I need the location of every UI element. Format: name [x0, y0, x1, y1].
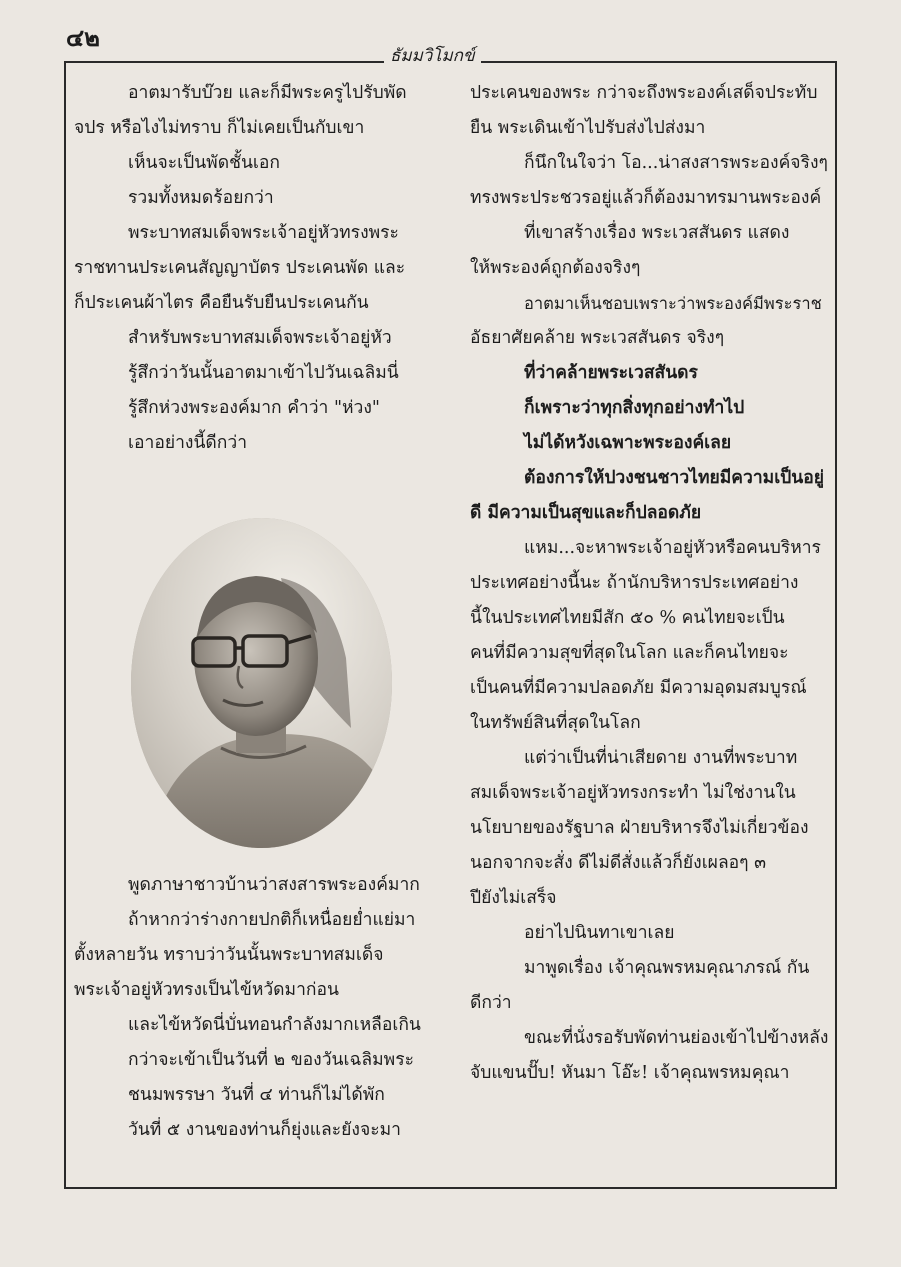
text-line: สมเด็จพระเจ้าอยู่หัวทรงกระทำ ไม่ใช่งานใน: [470, 783, 796, 803]
text-line: อย่าไปนินทาเขาเลย: [524, 923, 675, 943]
text-line: ในทรัพย์สินที่สุดในโลก: [470, 713, 641, 733]
text-line: ดีกว่า: [470, 993, 512, 1013]
text-line: ที่เขาสร้างเรื่อง พระเวสสันดร แสดง: [524, 223, 790, 243]
text-line: ก็นึกในใจว่า โอ...น่าสงสารพระองค์จริงๆ: [524, 153, 828, 173]
text-line: ดี มีความเป็นสุขและก็ปลอดภัย: [470, 503, 702, 523]
text-line: ปียังไม่เสร็จ: [470, 888, 557, 908]
text-line: ให้พระองค์ถูกต้องจริงๆ: [470, 258, 641, 278]
text-line: และไข้หวัดนี่บั่นทอนกำลังมากเหลือเกิน: [128, 1015, 421, 1035]
text-line: พระเจ้าอยู่หัวทรงเป็นไข้หวัดมาก่อน: [74, 980, 339, 1000]
left-column-lower: [74, 868, 446, 1148]
text-line: ชนมพรรษา วันที่ ๔ ท่านก็ไม่ได้พัก: [128, 1085, 385, 1105]
text-line: อาตมารับบ๊วย และก็มีพระครูไปรับพัด: [128, 83, 407, 103]
text-line: ที่ว่าคล้ายพระเวสสันดร: [524, 363, 698, 383]
page-number: ๔๒: [66, 23, 100, 52]
text-line: ไม่ได้หวังเฉพาะพระองค์เลย: [524, 433, 732, 453]
text-line: ประเทศอย่างนี้นะ ถ้านักบริหารประเทศอย่าง: [470, 573, 799, 593]
text-line: อาตมาเห็นชอบเพราะว่าพระองค์มีพระราช: [524, 294, 822, 313]
text-line: นอกจากจะสั่ง ดีไม่ดีสั่งแล้วก็ยังเผลอๆ ๓: [470, 853, 767, 873]
text-line: ประเคนของพระ กว่าจะถึงพระองค์เสด็จประทับ: [470, 83, 818, 103]
text-line: จับแขนปั๊บ! หันมา โอ๊ะ! เจ้าคุณพรหมคุณา: [470, 1063, 790, 1083]
text-line: แต่ว่าเป็นที่น่าเสียดาย งานที่พระบาท: [524, 748, 798, 768]
text-line: วันที่ ๕ งานของท่านก็ยุ่งและยังจะมา: [128, 1120, 401, 1140]
text-line: เห็นจะเป็นพัดชั้นเอก: [128, 153, 281, 173]
text-line: ตั้งหลายวัน ทราบว่าวันนั้นพระบาทสมเด็จ: [74, 945, 384, 965]
text-line: ต้องการให้ปวงชนชาวไทยมีความเป็นอยู่: [524, 468, 825, 488]
text-line: รู้สึกห่วงพระองค์มาก คำว่า "ห่วง": [128, 398, 380, 418]
text-line: นี้ในประเทศไทยมีสัก ๕๐ % คนไทยจะเป็น: [470, 608, 785, 628]
text-line: อัธยาศัยคล้าย พระเวสสันดร จริงๆ: [470, 328, 725, 348]
text-line: จปร หรือไงไม่ทราบ ก็ไม่เคยเป็นกับเขา: [74, 118, 365, 138]
text-line: ถ้าหากว่าร่างกายปกติก็เหนื่อยย่ำแย่มา: [128, 910, 416, 930]
text-line: ก็เพราะว่าทุกสิ่งทุกอย่างทำไป: [524, 398, 745, 418]
text-line: มาพูดเรื่อง เจ้าคุณพรหมคุณาภรณ์ กัน: [524, 958, 810, 978]
text-line: ขณะที่นั่งรอรับพัดท่านย่องเข้าไปข้างหลัง: [524, 1028, 828, 1048]
text-line: แหม...จะหาพระเจ้าอยู่หัวหรือคนบริหาร: [524, 538, 821, 558]
text-line: สำหรับพระบาทสมเด็จพระเจ้าอยู่หัว: [128, 328, 392, 348]
text-line: คนที่มีความสุขที่สุดในโลก และก็คนไทยจะ: [470, 643, 789, 663]
running-title: ธัมมวิโมกข์: [384, 42, 481, 69]
text-line: รู้สึกว่าวันนั้นอาตมาเข้าไปวันเฉลิมนี่: [128, 363, 399, 383]
text-line: เป็นคนที่มีความปลอดภัย มีความอุดมสมบูรณ์: [470, 678, 807, 698]
text-line: พระบาทสมเด็จพระเจ้าอยู่หัวทรงพระ: [128, 223, 399, 243]
text-line: นโยบายของรัฐบาล ฝ่ายบริหารจึงไม่เกี่ยวข้อง: [470, 818, 809, 838]
text-line: รวมทั้งหมดร้อยกว่า: [128, 188, 274, 208]
text-line: ยืน พระเดินเข้าไปรับส่งไปส่งมา: [470, 118, 706, 138]
text-line: กว่าจะเข้าเป็นวันที่ ๒ ของวันเฉลิมพระ: [128, 1050, 415, 1070]
left-column-upper: [74, 76, 446, 461]
text-line: พูดภาษาชาวบ้านว่าสงสารพระองค์มาก: [128, 875, 420, 895]
text-line: เอาอย่างนี้ดีกว่า: [128, 433, 248, 453]
right-column: [470, 76, 828, 1091]
portrait-photo: [131, 518, 392, 848]
monk-portrait-image: [131, 518, 392, 848]
text-line: ราชทานประเคนสัญญาบัตร ประเคนพัด และ: [74, 258, 406, 278]
text-line: ก็ประเคนผ้าไตร คือยืนรับยืนประเคนกัน: [74, 293, 369, 313]
text-line: ทรงพระประชวรอยู่แล้วก็ต้องมาทรมานพระองค์: [470, 188, 822, 208]
